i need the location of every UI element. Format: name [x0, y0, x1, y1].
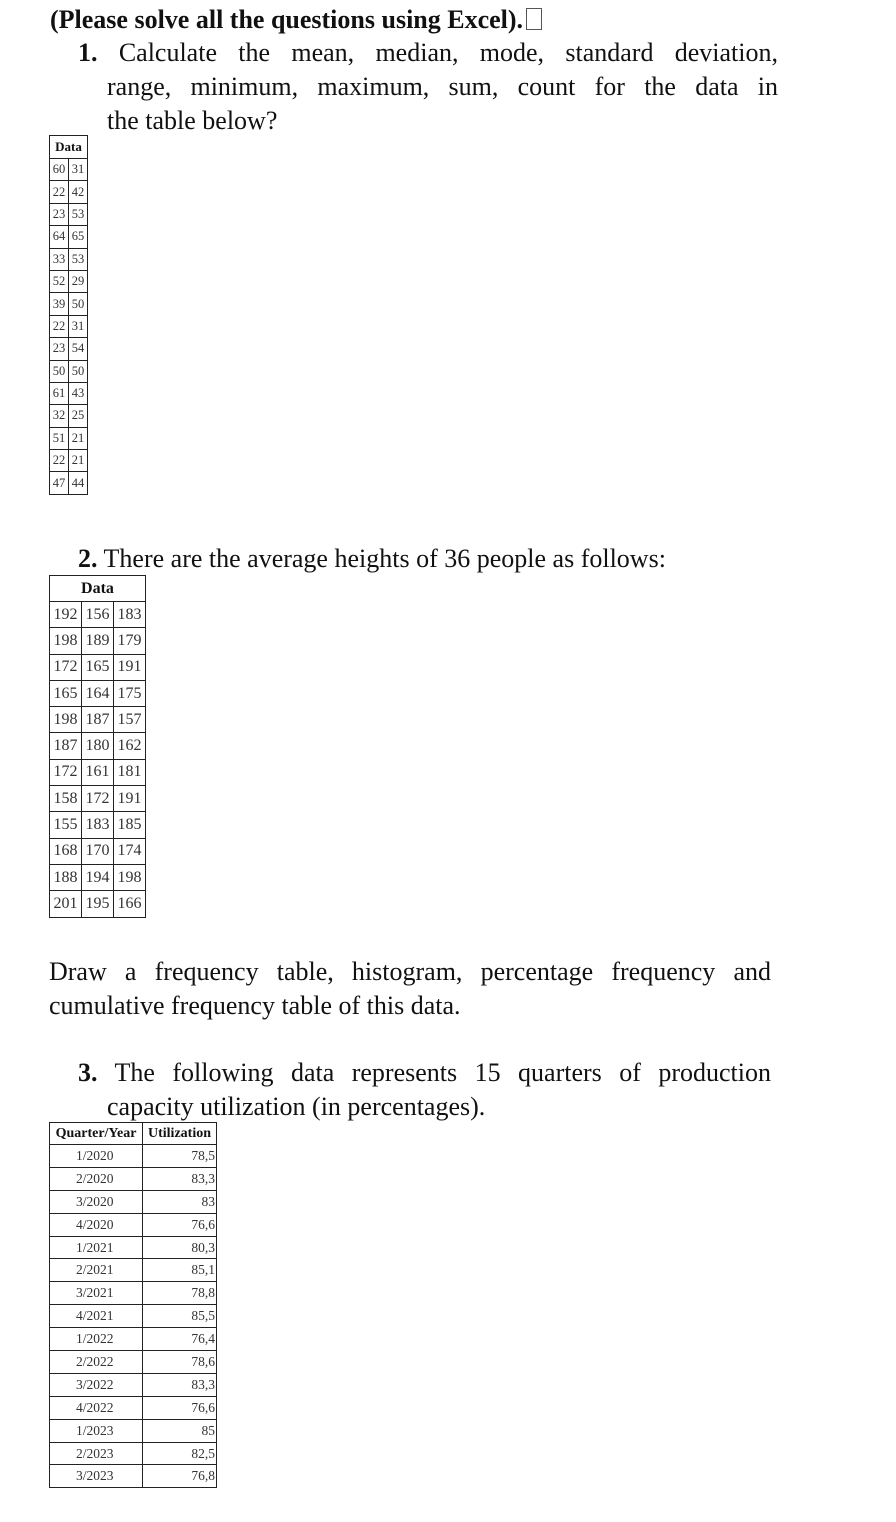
table-cell: 33: [50, 248, 69, 270]
table-cell: 85,1: [143, 1259, 217, 1282]
table-row: [50, 707, 146, 733]
table-row: [50, 1442, 217, 1465]
table-cell: 2/2022: [50, 1351, 143, 1374]
table-cell: 78,5: [143, 1145, 217, 1168]
table-cell: 1/2020: [50, 1145, 143, 1168]
question-1-line-1: 1. Calculate the mean, median, mode, standard deviation,: [78, 38, 778, 67]
table-cell: 2/2020: [50, 1167, 143, 1190]
table-cell: 80,3: [143, 1236, 217, 1259]
table-cell: 22: [50, 181, 69, 203]
table-row: [50, 602, 146, 628]
utilization-table: [49, 1122, 217, 1488]
table-row: [50, 181, 88, 203]
table-row: [50, 382, 88, 404]
question-2-text: There are the average heights of 36 people as follows:: [103, 544, 666, 573]
table-cell: 2/2021: [50, 1259, 143, 1282]
table-cell: 23: [50, 203, 69, 225]
table-cell: 53: [69, 203, 88, 225]
table-cell: 172: [50, 759, 82, 785]
table-row: [50, 1259, 217, 1282]
table-row: [50, 338, 88, 360]
table-row: [50, 293, 88, 315]
table-cell: 3/2023: [50, 1465, 143, 1488]
table-cell: 21: [69, 427, 88, 449]
table-cell: 175: [114, 680, 146, 706]
table-cell: 185: [114, 812, 146, 838]
table-cell: 39: [50, 293, 69, 315]
table-row: [50, 1190, 217, 1213]
table-cell: 180: [82, 733, 114, 759]
question-1: [78, 36, 778, 138]
table-cell: 161: [82, 759, 114, 785]
table-cell: 191: [114, 654, 146, 680]
data-table-1: [49, 135, 88, 495]
table-cell: 60: [50, 159, 69, 181]
table-cell: 50: [50, 360, 69, 382]
question-1-number: 1.: [78, 38, 98, 67]
table-cell: 25: [69, 405, 88, 427]
table-cell: 44: [69, 472, 88, 494]
table-row: [50, 1419, 217, 1442]
table-cell: 43: [69, 382, 88, 404]
table-row: [50, 1213, 217, 1236]
table-cell: 76,8: [143, 1465, 217, 1488]
table-cell: 165: [82, 654, 114, 680]
table-row: [50, 1282, 217, 1305]
table-cell: 164: [82, 680, 114, 706]
table-cell: 65: [69, 226, 88, 248]
table-cell: 166: [114, 891, 146, 917]
table-cell: 64: [50, 226, 69, 248]
table-row: [50, 1328, 217, 1351]
table-cell: 4/2022: [50, 1396, 143, 1419]
table-cell: 61: [50, 382, 69, 404]
table-cell: 4/2021: [50, 1305, 143, 1328]
paragraph-line-1: Draw a frequency table, histogram, percentage frequency and: [49, 957, 771, 986]
table-cell: 52: [50, 270, 69, 292]
table-cell: 165: [50, 680, 82, 706]
table-row: [50, 1167, 217, 1190]
table-cell: 192: [50, 602, 82, 628]
table-cell: 78,8: [143, 1282, 217, 1305]
table-cell: 201: [50, 891, 82, 917]
question-1-line-3: the table below?: [107, 106, 278, 135]
table-cell: 2/2023: [50, 1442, 143, 1465]
table-row: [50, 1465, 217, 1488]
table-cell: 51: [50, 427, 69, 449]
table-cell: 22: [50, 315, 69, 337]
table-row: [50, 360, 88, 382]
table-row: [50, 1351, 217, 1374]
table-cell: 83,3: [143, 1373, 217, 1396]
table-cell: 188: [50, 864, 82, 890]
table-cell: 194: [82, 864, 114, 890]
table-row: [50, 159, 88, 181]
table-cell: 174: [114, 838, 146, 864]
table-cell: 85: [143, 1419, 217, 1442]
table-row: [50, 226, 88, 248]
table-cell: 22: [50, 450, 69, 472]
table-cell: 82,5: [143, 1442, 217, 1465]
table-2-header: Data: [50, 576, 146, 602]
heading-text: (Please solve all the questions using Excel).: [50, 5, 524, 34]
table-row: [50, 472, 88, 494]
table-cell: 76,6: [143, 1213, 217, 1236]
table-cell: 189: [82, 628, 114, 654]
table-row: [50, 759, 146, 785]
table-row: [50, 270, 88, 292]
table-cell: 29: [69, 270, 88, 292]
table-cell: 76,4: [143, 1328, 217, 1351]
table-cell: 187: [82, 707, 114, 733]
table-row: [50, 680, 146, 706]
table-cell: 83: [143, 1190, 217, 1213]
table-1-body: [50, 159, 88, 495]
table-cell: 31: [69, 315, 88, 337]
table-cell: 53: [69, 248, 88, 270]
question-1-line-2: range, minimum, maximum, sum, count for the data in: [107, 72, 778, 101]
table-cell: 172: [82, 786, 114, 812]
table-row: [50, 812, 146, 838]
table-cell: 3/2021: [50, 1282, 143, 1305]
table-cell: 191: [114, 786, 146, 812]
question-3-line-2: capacity utilization (in percentages).: [107, 1092, 486, 1121]
table-1-header: Data: [50, 136, 88, 159]
table-cell: 54: [69, 338, 88, 360]
question-2: [78, 542, 666, 576]
table-cell: 85,5: [143, 1305, 217, 1328]
question-3-line-1: 3. The following data represents 15 quarters of production: [78, 1058, 771, 1087]
table-row: [50, 1236, 217, 1259]
question-2-number: 2.: [78, 544, 98, 573]
table-cell: 76,6: [143, 1396, 217, 1419]
table-cell: 50: [69, 360, 88, 382]
table-cell: 155: [50, 812, 82, 838]
table-row: [50, 628, 146, 654]
table-cell: 181: [114, 759, 146, 785]
table-row: [50, 1373, 217, 1396]
table-cell: 183: [82, 812, 114, 838]
table-cell: 170: [82, 838, 114, 864]
table-cell: 78,6: [143, 1351, 217, 1374]
table-row: [50, 203, 88, 225]
table-cell: 187: [50, 733, 82, 759]
table-cell: 198: [50, 707, 82, 733]
table-cell: 31: [69, 159, 88, 181]
table-cell: 158: [50, 786, 82, 812]
table-row: [50, 838, 146, 864]
table-3-body: [50, 1145, 217, 1488]
table-row: [50, 450, 88, 472]
table-row: [50, 405, 88, 427]
paragraph-line-2: cumulative frequency table of this data.: [49, 991, 461, 1020]
table-cell: 198: [50, 628, 82, 654]
table-cell: 156: [82, 602, 114, 628]
table-row: [50, 1305, 217, 1328]
table-row: [50, 315, 88, 337]
table-cell: 42: [69, 181, 88, 203]
table-row: [50, 1396, 217, 1419]
table-cell: 3/2022: [50, 1373, 143, 1396]
table-cell: 157: [114, 707, 146, 733]
table-row: [50, 427, 88, 449]
table-cell: 183: [114, 602, 146, 628]
table-row: [50, 1145, 217, 1168]
instruction-paragraph: [49, 955, 771, 1023]
question-3: [78, 1056, 771, 1124]
table-row: [50, 864, 146, 890]
table-2-body: [50, 602, 146, 918]
table-cell: 168: [50, 838, 82, 864]
table-cell: 172: [50, 654, 82, 680]
table-cell: 23: [50, 338, 69, 360]
table-row: [50, 654, 146, 680]
table-cell: 50: [69, 293, 88, 315]
table-cell: 4/2020: [50, 1213, 143, 1236]
table-cell: 32: [50, 405, 69, 427]
table-row: [50, 248, 88, 270]
quarter-year-header: Quarter/Year: [50, 1123, 143, 1145]
table-cell: 3/2020: [50, 1190, 143, 1213]
table-cell: 179: [114, 628, 146, 654]
table-cell: 162: [114, 733, 146, 759]
table-cell: 198: [114, 864, 146, 890]
question-3-number: 3.: [78, 1058, 98, 1087]
missing-glyph-icon: [526, 8, 542, 30]
page-heading: [50, 4, 542, 36]
table-cell: 83,3: [143, 1167, 217, 1190]
table-row: [50, 891, 146, 917]
table-cell: 1/2021: [50, 1236, 143, 1259]
table-cell: 21: [69, 450, 88, 472]
data-table-2: [49, 575, 146, 918]
utilization-header: Utilization: [143, 1123, 217, 1145]
table-row: [50, 733, 146, 759]
table-cell: 47: [50, 472, 69, 494]
table-row: [50, 786, 146, 812]
table-cell: 1/2023: [50, 1419, 143, 1442]
table-cell: 1/2022: [50, 1328, 143, 1351]
table-cell: 195: [82, 891, 114, 917]
